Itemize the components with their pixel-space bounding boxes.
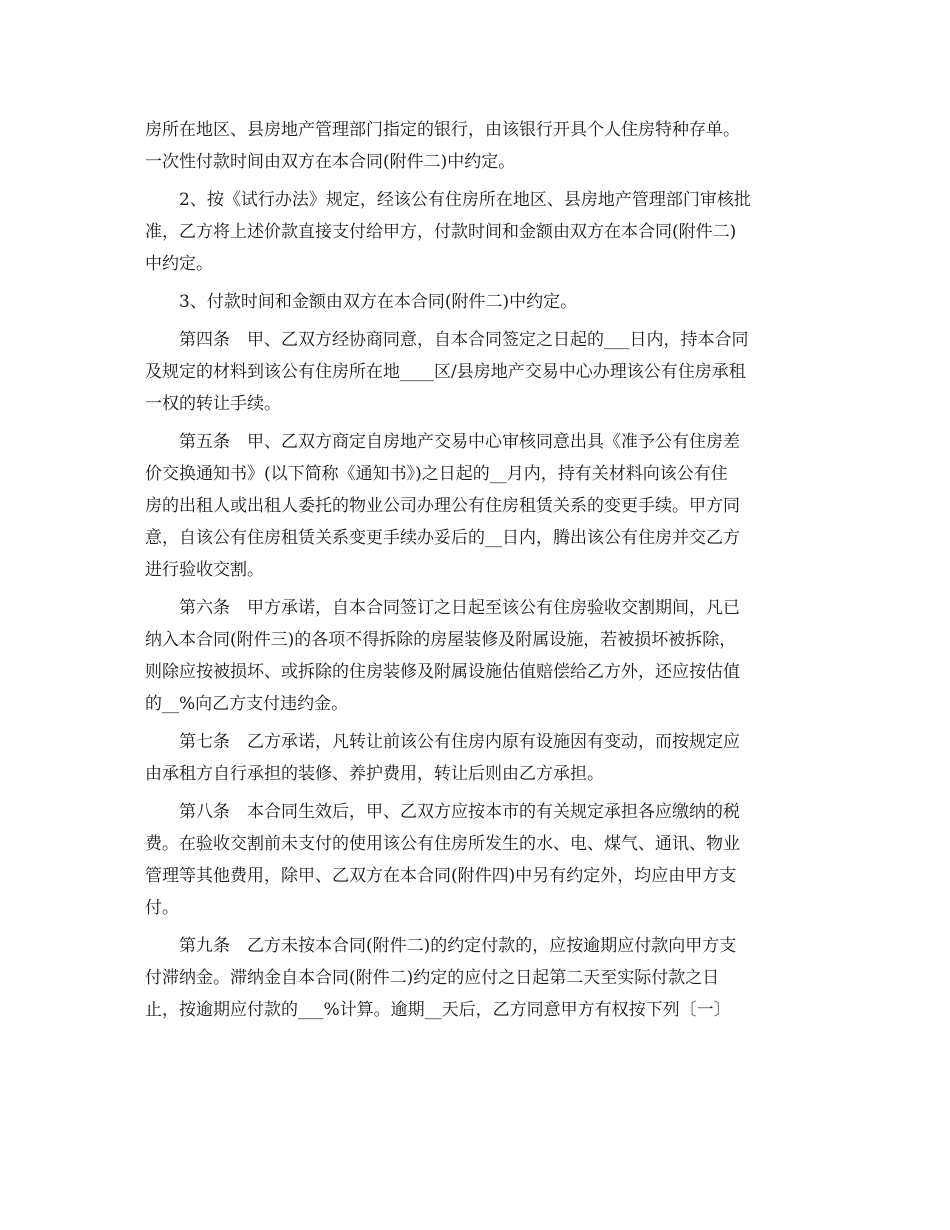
text-line: 第四条 甲、乙双方经协商同意，自本合同签定之日起的___日内，持本合同 <box>179 330 749 350</box>
text-line: 进行验收交割。 <box>145 560 264 580</box>
paragraph-item-3 <box>145 286 810 318</box>
paragraph-article-6 <box>145 592 810 720</box>
text-line: 第七条 乙方承诺，凡转让前该公有住房内原有设施因有变动，而按规定应 <box>179 732 740 752</box>
text-line: 3、付款时间和金额由双方在本合同(附件二)中约定。 <box>179 292 578 312</box>
text-line: 纳入本合同(附件三)的各项不得拆除的房屋装修及附属设施，若被损坏被拆除， <box>145 630 737 650</box>
text-line: 付滞纳金。滞纳金自本合同(附件二)约定的应付之日起第二天至实际付款之日 <box>145 968 720 988</box>
text-line: 止，按逾期应付款的___%计算。逾期__天后，乙方同意甲方有权按下列〔一〕 <box>145 1000 731 1020</box>
text-line: 2、按《试行办法》规定，经该公有住房所在地区、县房地产管理部门审核批 <box>179 190 751 210</box>
text-line: 费。在验收交割前未支付的使用该公有住房所发生的水、电、煤气、通讯、物业 <box>145 834 740 854</box>
text-line: 价交换通知书》(以下简称《通知书》)之日起的__月内，持有关材料向该公有住 <box>145 464 728 484</box>
paragraph-item-2 <box>145 184 810 280</box>
text-line: 及规定的材料到该公有住房所在地____区/县房地产交易中心办理该公有住房承租 <box>145 362 746 382</box>
text-line: 准，乙方将上述价款直接支付给甲方，付款时间和金额由双方在本合同(附件二) <box>145 222 737 242</box>
paragraph-article-8 <box>145 796 810 924</box>
text-line: 则除应按被损坏、或拆除的住房装修及附属设施估值赔偿给乙方外，还应按估值 <box>145 662 740 682</box>
paragraph-article-4 <box>145 324 810 420</box>
text-line: 第六条 甲方承诺，自本合同签订之日起至该公有住房验收交割期间，凡已 <box>179 598 740 618</box>
text-line: 房所在地区、县房地产管理部门指定的银行，由该银行开具个人住房特种存单。 <box>145 120 740 140</box>
text-line: 中约定。 <box>145 254 213 274</box>
text-line: 一权的转让手续。 <box>145 394 281 414</box>
text-line: 管理等其他费用，除甲、乙双方在本合同(附件四)中另有约定外，均应由甲方支 <box>145 866 737 886</box>
text-line: 一次性付款时间由双方在本合同(附件二)中约定。 <box>145 152 516 172</box>
text-line: 意，自该公有住房租赁关系变更手续办妥后的__日内，腾出该公有住房并交乙方 <box>145 528 740 548</box>
paragraph-continuation <box>145 114 810 178</box>
text-line: 第九条 乙方未按本合同(附件二)的约定付款的，应按逾期应付款向甲方支 <box>179 936 737 956</box>
text-line: 由承租方自行承担的装修、养护费用，转让后则由乙方承担。 <box>145 764 604 784</box>
paragraph-article-5 <box>145 426 810 586</box>
contract-body <box>145 114 810 1032</box>
text-line: 房的出租人或出租人委托的物业公司办理公有住房租赁关系的变更手续。甲方同 <box>145 496 740 516</box>
text-line: 第五条 甲、乙双方商定自房地产交易中心审核同意出具《准予公有住房差 <box>179 432 740 452</box>
text-line: 的__%向乙方支付违约金。 <box>145 694 349 714</box>
paragraph-article-7 <box>145 726 810 790</box>
text-line: 第八条 本合同生效后，甲、乙双方应按本市的有关规定承担各应缴纳的税 <box>179 802 740 822</box>
paragraph-article-9 <box>145 930 810 1026</box>
text-line: 付。 <box>145 898 179 918</box>
